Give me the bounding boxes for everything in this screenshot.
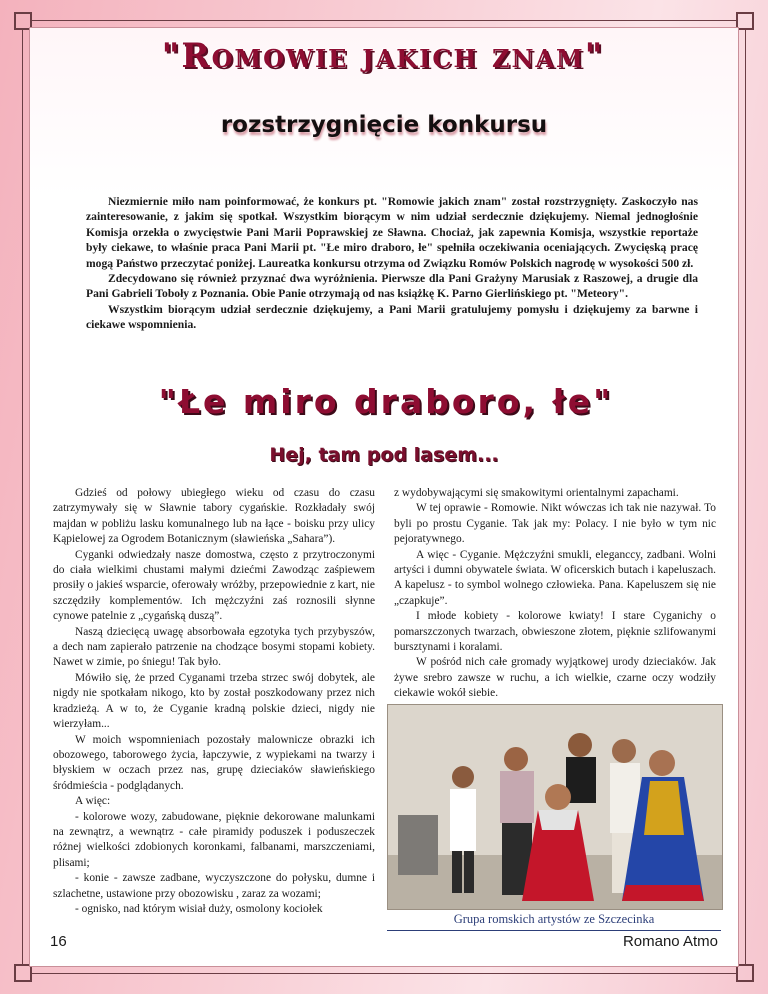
page-title: "Romowie jakich znam": [161, 36, 605, 76]
page: [30, 28, 738, 966]
article-paragraph: W pośród nich całe gromady wyjątkowej urody dzieciaków. Jak żywe srebro zawsze w ruchu, a ich wielkie, czarne oczy wodziły ciekawie wokół siebie.: [394, 656, 716, 700]
intro-paragraph: Zdecydowano się również przyznać dwa wyróżnienia. Pierwsze dla Pani Grażyny Marusiak z Raszowej, a drugie dla Pani Gabrieli Toboły z Poznania. Obie Panie otrzymają od nas książkę K. Parno Gierlińskiego pt. "Meteory".: [86, 272, 698, 301]
article-subtitle: Hej, tam pod lasem...: [269, 444, 499, 466]
frame-left-line: [22, 28, 23, 966]
article-paragraph: Gdzieś od połowy ubiegłego wieku od czasu do czasu zatrzymywały się w Sławnie tabory cygańskie. Rozkładały swój majdan w pobliżu lasku komunalnego lub na łące - boisku przy ulicy Kąpielowej za Ogrodem Botanicznym (sławieńska „Sahara”).: [53, 487, 375, 546]
article-paragraph: W moich wspomnieniach pozostały malownicze obrazki ich obozowego, taborowego życia, łapczywie, z wypiekami na twarzy i błyskiem w oczach przez nas, grupę dzieciaków sławieńskiego śródmieścia - podglądanych.: [53, 733, 375, 792]
article-column-left: [53, 486, 375, 917]
article-paragraph: W tej oprawie - Romowie. Nikt wówczas ich tak nie nazywał. To byli po prostu Cyganie. Tak jak my: Polacy. I nie było w tym nic pejoratywnego.: [394, 502, 716, 546]
magazine-name: Romano Atmo: [622, 933, 718, 950]
photo-caption: Grupa romskich artystów ze Szczecinka: [453, 912, 655, 926]
article-paragraph: - kolorowe wozy, zabudowane, pięknie dekorowane malunkami na zewnątrz, a wewnątrz - całe piramidy poduszek i poduszeczek różnej wielkości zdobionych koronkami, falbanami, marszczeniami, plisami;: [53, 810, 375, 869]
intro-paragraph: Wszystkim biorącym udział serdecznie dziękujemy, a Pani Marii gratulujemy pomysłu i dziękujemy za barwne i ciekawe wspomnienia.: [86, 302, 698, 332]
article-title: "Łe miro draboro, łe": [158, 382, 614, 421]
caption-underline: [387, 930, 721, 931]
intro-text: [86, 194, 698, 333]
article-paragraph: Naszą dziecięcą uwagę absorbowała egzotyka tych przybyszów, a dech nam zapierało patrzenie na chodzące bosymi stopami kobiety. Nawet w zimie, po śniegu! Tak było.: [53, 625, 375, 669]
article-column-right: [394, 486, 716, 702]
frame-right-line: [745, 28, 746, 966]
frame-top-line: [30, 20, 738, 21]
article-paragraph: Cyganki odwiedzały nasze domostwa, często z przytroczonymi do ciała wielkimi chustami małymi dziećmi Zawodząc zaśpiewem prosiły o jakieś wsparcie, oferowały wróżby, przepowiednie z kart, nie szczędziły komplementów. Ich mężczyźni zaś roznosili słynne cynowe patelnie z „cygańską duszą”.: [53, 548, 375, 623]
group-photo: [387, 704, 723, 910]
group-photo-illustration: [388, 705, 722, 909]
page-subtitle: rozstrzygnięcie konkursu: [220, 112, 548, 138]
corner-ornament-top-right: [736, 12, 754, 30]
corner-ornament-bottom-left: [14, 964, 32, 982]
article-paragraph: Mówiło się, że przed Cyganami trzeba strzec swój dobytek, ale nigdy nie spotkałam nikogo, kto by został poszkodowany przez nich kradzieżą. A w to, że Cyganie kradną polskie dzieci, nigdy nie wierzyłam...: [53, 671, 375, 731]
article-paragraph: I młode kobiety - kolorowe kwiaty! I stare Cyganichy o pomarszczonych twarzach, obwieszone złotem, pięknie szlifowanymi bursztynami i koralami.: [394, 610, 716, 654]
article-paragraph: - ognisko, nad którym wisiał duży, osmolony kociołek: [75, 902, 323, 915]
intro-paragraph: Niezmiernie miło nam poinformować, że konkurs pt. "Romowie jakich znam" został rozstrzygnięty. Zaskoczyło nas zainteresowanie, z jakim się spotkał. Wszystkim biorącym w nim udział serdecznie dziękujemy. Niemal jednogłośnie Komisja orzekła o zwycięstwie Pani Marii Poprawskiej ze Sławna. Chociaż, jak zapewnia Komisja, wszystkie reportaże były ciekawe, to właśnie praca Pani Marii pt. "Łe miro draboro, łe" spełniła oczekiwania oceniających. Zwycięską pracę mogą Państwo przeczytać poniżej. Laureatka konkursu otrzyma od Związku Romów Polskich nagrodę w wysokości 500 zł.: [86, 195, 698, 270]
article-paragraph: A więc - Cyganie. Mężczyźni smukli, eleganccy, zadbani. Wolni artyści i dumni obywatele świata. W oficerskich butach i kapeluszach. A kapelusz - to symbol wolnego człowieka. Pana. Kapeluszem się nie „czapkuje”.: [394, 548, 716, 607]
frame-bottom-line: [30, 973, 738, 974]
article-paragraph: - konie - zawsze zadbane, wyczyszczone do połysku, dumne i szlachetne, ustawione przy obozowisku , zaraz za wozami;: [53, 872, 375, 900]
corner-ornament-bottom-right: [736, 964, 754, 982]
page-number: 16: [50, 933, 67, 950]
article-paragraph: A więc:: [75, 795, 111, 808]
article-paragraph: z wydobywającymi się smakowitymi orientalnymi zapachami.: [394, 487, 679, 499]
